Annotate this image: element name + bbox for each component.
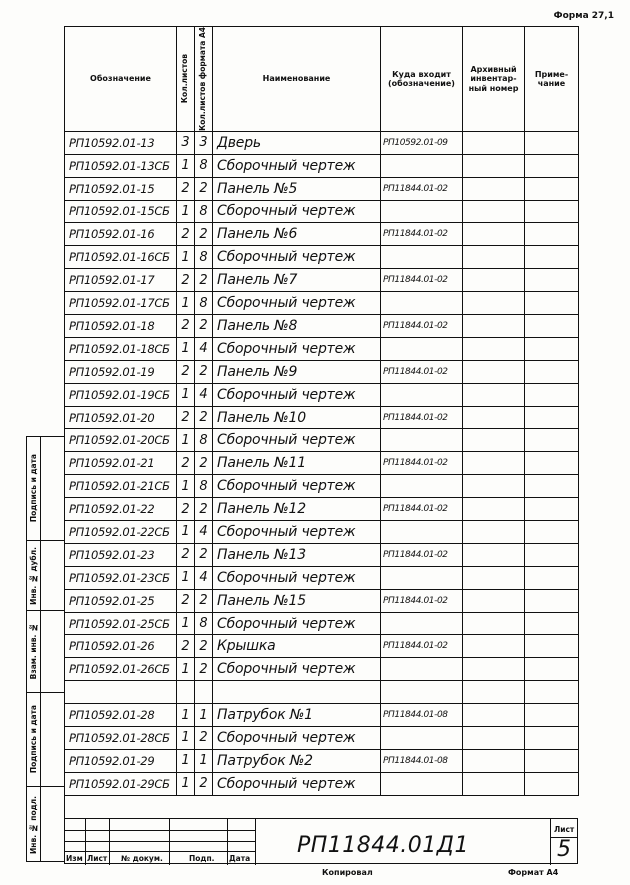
sheets-a4-cell: 2 (195, 589, 213, 612)
note-cell (525, 177, 579, 200)
note-cell (525, 521, 579, 544)
name-cell: Сборочный чертеж (213, 566, 381, 589)
archive-cell (463, 223, 525, 246)
sheets-count-cell: 1 (177, 246, 195, 269)
table-row (65, 543, 579, 566)
where-used-cell (381, 521, 463, 544)
sheets-count-cell: 2 (177, 543, 195, 566)
note-cell (525, 246, 579, 269)
sheets-a4-cell: 2 (195, 498, 213, 521)
sheets-count-cell: 1 (177, 772, 195, 795)
name-cell: Патрубок №2 (213, 749, 381, 772)
sheets-count-cell: 1 (177, 521, 195, 544)
archive-cell (463, 406, 525, 429)
name-cell: Сборочный чертеж (213, 383, 381, 406)
archive-cell (463, 429, 525, 452)
archive-cell (463, 292, 525, 315)
archive-cell (463, 475, 525, 498)
side-stamp (26, 436, 64, 862)
sheets-a4-cell: 2 (195, 223, 213, 246)
sheets-count-cell: 2 (177, 498, 195, 521)
table-row (65, 246, 579, 269)
sheets-a4-cell: 2 (195, 772, 213, 795)
archive-cell (463, 246, 525, 269)
where-used-cell (381, 154, 463, 177)
where-used-cell: РП11844.01-02 (381, 498, 463, 521)
where-used-cell (381, 772, 463, 795)
sheets-count-cell: 1 (177, 154, 195, 177)
side-label: Подпись и дата (29, 454, 38, 523)
sheets-count-cell: 1 (177, 337, 195, 360)
where-used-cell (381, 681, 463, 704)
tb-col-label: Подп. (189, 854, 215, 863)
designation-cell: РП10592.01-13 (65, 131, 177, 154)
table-row (65, 772, 579, 795)
archive-cell (463, 200, 525, 223)
name-cell: Панель №7 (213, 269, 381, 292)
table-row (65, 154, 579, 177)
sheets-count-cell: 1 (177, 429, 195, 452)
archive-cell (463, 727, 525, 750)
designation-cell: РП10592.01-21 (65, 452, 177, 475)
table-row (65, 658, 579, 681)
side-stamp-values (41, 437, 65, 861)
table-row (65, 429, 579, 452)
designation-cell: РП10592.01-16СБ (65, 246, 177, 269)
sheets-count-cell: 2 (177, 635, 195, 658)
table-row (65, 315, 579, 338)
sheets-a4-cell: 8 (195, 154, 213, 177)
table-row (65, 360, 579, 383)
header-sheets-a4: Кол.листов формата А4 (195, 27, 213, 132)
footer-format: Формат А4 (508, 868, 559, 877)
table-row (65, 269, 579, 292)
note-cell (525, 772, 579, 795)
note-cell (525, 429, 579, 452)
table-row (65, 223, 579, 246)
name-cell (213, 681, 381, 704)
archive-cell (463, 749, 525, 772)
name-cell: Сборочный чертеж (213, 475, 381, 498)
archive-cell (463, 452, 525, 475)
note-cell (525, 452, 579, 475)
designation-cell: РП10592.01-22 (65, 498, 177, 521)
table-row (65, 383, 579, 406)
side-stamp-labels (27, 437, 41, 861)
note-cell (525, 200, 579, 223)
sheets-count-cell: 2 (177, 269, 195, 292)
where-used-cell (381, 727, 463, 750)
table-row (65, 681, 579, 704)
table-row (65, 177, 579, 200)
side-label: Взам. инв. № (29, 623, 38, 680)
note-cell (525, 635, 579, 658)
archive-cell (463, 337, 525, 360)
note-cell (525, 337, 579, 360)
sheets-a4-cell: 2 (195, 658, 213, 681)
side-label: Инв. № дубл. (29, 546, 38, 605)
name-cell: Сборочный чертеж (213, 292, 381, 315)
sheets-count-cell: 1 (177, 566, 195, 589)
designation-cell: РП10592.01-22СБ (65, 521, 177, 544)
note-cell (525, 383, 579, 406)
note-cell (525, 658, 579, 681)
where-used-cell (381, 612, 463, 635)
designation-cell: РП10592.01-18СБ (65, 337, 177, 360)
table-row (65, 292, 579, 315)
sheets-a4-cell: 2 (195, 360, 213, 383)
sheets-a4-cell: 2 (195, 543, 213, 566)
where-used-cell: РП11844.01-02 (381, 543, 463, 566)
tb-col-label: Лист (87, 854, 108, 863)
tb-col-label: Дата (229, 854, 251, 863)
note-cell (525, 269, 579, 292)
name-cell: Сборочный чертеж (213, 246, 381, 269)
where-used-cell: РП11844.01-02 (381, 406, 463, 429)
name-cell: Панель №9 (213, 360, 381, 383)
table-row (65, 498, 579, 521)
designation-cell: РП10592.01-13СБ (65, 154, 177, 177)
sheets-count-cell: 1 (177, 749, 195, 772)
table-row (65, 612, 579, 635)
note-cell (525, 131, 579, 154)
sheet-label: Лист (554, 825, 575, 834)
designation-cell: РП10592.01-20СБ (65, 429, 177, 452)
sheets-count-cell: 1 (177, 658, 195, 681)
sheets-a4-cell: 2 (195, 315, 213, 338)
name-cell: Панель №13 (213, 543, 381, 566)
sheets-a4-cell: 8 (195, 246, 213, 269)
table-row (65, 727, 579, 750)
archive-cell (463, 635, 525, 658)
where-used-cell: РП11844.01-02 (381, 452, 463, 475)
name-cell: Сборочный чертеж (213, 521, 381, 544)
where-used-cell: РП10592.01-09 (381, 131, 463, 154)
note-cell (525, 475, 579, 498)
designation-cell: РП10592.01-19СБ (65, 383, 177, 406)
sheets-a4-cell: 4 (195, 566, 213, 589)
tb-col-label: № докум. (121, 854, 163, 863)
sheets-count-cell: 1 (177, 704, 195, 727)
where-used-cell (381, 566, 463, 589)
sheet-number: 5 (557, 837, 571, 862)
where-used-cell (381, 292, 463, 315)
name-cell: Сборочный чертеж (213, 727, 381, 750)
archive-cell (463, 612, 525, 635)
designation-cell: РП10592.01-19 (65, 360, 177, 383)
sheets-count-cell (177, 681, 195, 704)
sheets-a4-cell: 2 (195, 406, 213, 429)
name-cell: Сборочный чертеж (213, 200, 381, 223)
name-cell: Сборочный чертеж (213, 658, 381, 681)
sheets-a4-cell: 8 (195, 292, 213, 315)
note-cell (525, 749, 579, 772)
note-cell (525, 543, 579, 566)
designation-cell: РП10592.01-17СБ (65, 292, 177, 315)
sheets-a4-cell: 1 (195, 704, 213, 727)
name-cell: Панель №12 (213, 498, 381, 521)
where-used-cell (381, 246, 463, 269)
sheets-a4-cell: 2 (195, 635, 213, 658)
sheets-count-cell: 2 (177, 177, 195, 200)
sheets-a4-cell: 8 (195, 612, 213, 635)
designation-cell: РП10592.01-15 (65, 177, 177, 200)
sheets-count-cell: 1 (177, 200, 195, 223)
sheets-a4-cell (195, 681, 213, 704)
header-archive: Архивный инвентар- ный номер (463, 27, 525, 132)
designation-cell: РП10592.01-23СБ (65, 566, 177, 589)
sheets-count-cell: 1 (177, 612, 195, 635)
archive-cell (463, 658, 525, 681)
table-row (65, 521, 579, 544)
sheets-a4-cell: 4 (195, 383, 213, 406)
where-used-cell: РП11844.01-08 (381, 749, 463, 772)
designation-cell: РП10592.01-20 (65, 406, 177, 429)
sheets-a4-cell: 2 (195, 177, 213, 200)
form-label: Форма 27,1 (553, 11, 614, 21)
archive-cell (463, 543, 525, 566)
sheets-count-cell: 2 (177, 406, 195, 429)
archive-cell (463, 269, 525, 292)
table-row (65, 475, 579, 498)
name-cell: Панель №6 (213, 223, 381, 246)
archive-cell (463, 772, 525, 795)
sheets-count-cell: 1 (177, 383, 195, 406)
name-cell: Сборочный чертеж (213, 154, 381, 177)
header-designation: Обозначение (65, 27, 177, 132)
where-used-cell (381, 475, 463, 498)
header-name: Наименование (213, 27, 381, 132)
table-row (65, 406, 579, 429)
note-cell (525, 566, 579, 589)
name-cell: Панель №5 (213, 177, 381, 200)
designation-cell: РП10592.01-23 (65, 543, 177, 566)
sheets-count-cell: 3 (177, 131, 195, 154)
sheets-a4-cell: 3 (195, 131, 213, 154)
designation-cell: РП10592.01-29СБ (65, 772, 177, 795)
designation-cell: РП10592.01-26СБ (65, 658, 177, 681)
table-row (65, 749, 579, 772)
where-used-cell (381, 658, 463, 681)
name-cell: Панель №10 (213, 406, 381, 429)
archive-cell (463, 566, 525, 589)
archive-cell (463, 589, 525, 612)
note-cell (525, 154, 579, 177)
where-used-cell (381, 429, 463, 452)
table-row (65, 131, 579, 154)
table-row (65, 635, 579, 658)
name-cell: Панель №15 (213, 589, 381, 612)
designation-cell: РП10592.01-21СБ (65, 475, 177, 498)
table-row (65, 566, 579, 589)
note-cell (525, 315, 579, 338)
archive-cell (463, 154, 525, 177)
sheets-count-cell: 1 (177, 727, 195, 750)
designation-cell: РП10592.01-16 (65, 223, 177, 246)
document-code: РП11844.01Д1 (297, 833, 469, 858)
designation-cell: РП10592.01-18 (65, 315, 177, 338)
note-cell (525, 681, 579, 704)
archive-cell (463, 498, 525, 521)
name-cell: Сборочный чертеж (213, 772, 381, 795)
where-used-cell: РП11844.01-08 (381, 704, 463, 727)
footer (0, 866, 630, 882)
note-cell (525, 498, 579, 521)
designation-cell: РП10592.01-28СБ (65, 727, 177, 750)
designation-cell: РП10592.01-28 (65, 704, 177, 727)
note-cell (525, 292, 579, 315)
name-cell: Патрубок №1 (213, 704, 381, 727)
designation-cell: РП10592.01-26 (65, 635, 177, 658)
footer-copied: Копировал (322, 868, 373, 877)
table-row (65, 589, 579, 612)
sheets-count-cell: 2 (177, 315, 195, 338)
archive-cell (463, 131, 525, 154)
name-cell: Сборочный чертеж (213, 337, 381, 360)
archive-cell (463, 521, 525, 544)
sheets-a4-cell: 4 (195, 521, 213, 544)
name-cell: Сборочный чертеж (213, 429, 381, 452)
archive-cell (463, 315, 525, 338)
designation-cell: РП10592.01-29 (65, 749, 177, 772)
note-cell (525, 727, 579, 750)
header-where-used: Куда входит (обозначение) (381, 27, 463, 132)
designation-cell: РП10592.01-25СБ (65, 612, 177, 635)
sheets-count-cell: 2 (177, 223, 195, 246)
sheets-a4-cell: 8 (195, 200, 213, 223)
sheets-a4-cell: 1 (195, 749, 213, 772)
designation-cell: РП10592.01-25 (65, 589, 177, 612)
note-cell (525, 406, 579, 429)
name-cell: Панель №11 (213, 452, 381, 475)
where-used-cell (381, 337, 463, 360)
where-used-cell: РП11844.01-02 (381, 223, 463, 246)
table-row (65, 452, 579, 475)
side-label: Инв. № подл. (29, 795, 38, 854)
where-used-cell: РП11844.01-02 (381, 635, 463, 658)
where-used-cell (381, 383, 463, 406)
name-cell: Панель №8 (213, 315, 381, 338)
sheets-count-cell: 2 (177, 589, 195, 612)
tb-col-label: Изм (66, 854, 83, 863)
sheets-count-cell: 1 (177, 292, 195, 315)
sheets-count-cell: 1 (177, 475, 195, 498)
spec-table (64, 26, 579, 796)
where-used-cell: РП11844.01-02 (381, 269, 463, 292)
sheets-a4-cell: 8 (195, 429, 213, 452)
name-cell: Сборочный чертеж (213, 612, 381, 635)
where-used-cell: РП11844.01-02 (381, 589, 463, 612)
name-cell: Дверь (213, 131, 381, 154)
header-sheets-count: Кол.листов (177, 27, 195, 132)
name-cell: Крышка (213, 635, 381, 658)
sheets-count-cell: 2 (177, 360, 195, 383)
archive-cell (463, 383, 525, 406)
archive-cell (463, 360, 525, 383)
archive-cell (463, 704, 525, 727)
table-row (65, 337, 579, 360)
where-used-cell: РП11844.01-02 (381, 315, 463, 338)
sheets-a4-cell: 2 (195, 727, 213, 750)
designation-cell (65, 681, 177, 704)
note-cell (525, 589, 579, 612)
where-used-cell: РП11844.01-02 (381, 177, 463, 200)
header-note: Приме- чание (525, 27, 579, 132)
designation-cell: РП10592.01-15СБ (65, 200, 177, 223)
sheets-count-cell: 2 (177, 452, 195, 475)
sheets-a4-cell: 4 (195, 337, 213, 360)
table-row (65, 704, 579, 727)
table-row (65, 200, 579, 223)
where-used-cell: РП11844.01-02 (381, 360, 463, 383)
sheets-a4-cell: 2 (195, 269, 213, 292)
sheets-a4-cell: 8 (195, 475, 213, 498)
note-cell (525, 704, 579, 727)
note-cell (525, 223, 579, 246)
archive-cell (463, 681, 525, 704)
archive-cell (463, 177, 525, 200)
where-used-cell (381, 200, 463, 223)
note-cell (525, 612, 579, 635)
side-label: Подпись и дата (29, 705, 38, 774)
title-block (64, 818, 578, 864)
designation-cell: РП10592.01-17 (65, 269, 177, 292)
note-cell (525, 360, 579, 383)
sheets-a4-cell: 2 (195, 452, 213, 475)
